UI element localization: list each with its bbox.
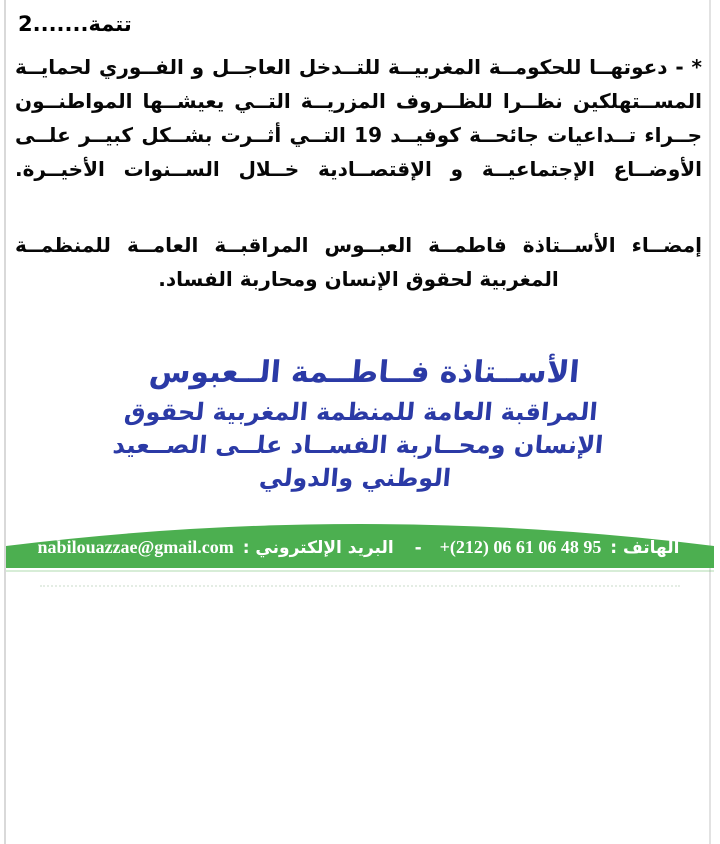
email-address: nabilouazzae@gmail.com <box>37 537 234 557</box>
footer-band-shadow <box>6 570 714 572</box>
paragraph-line: المســتهلكين نظــرا للظــروف المزريــة التــي يعيشــها المواطنــون <box>15 89 702 113</box>
scan-edge-left <box>4 0 6 844</box>
paragraph-line: الأوضــاع الإجتماعيــة و الإقتصــادية خــلال الســنوات الأخيــرة. <box>15 157 702 181</box>
phone-number: +(212) 06 61 06 48 95 <box>439 537 602 557</box>
paragraph-line: المغربية لحقوق الإنسان ومحاربة الفساد. <box>158 267 559 291</box>
phone-label: الهاتف : <box>610 538 680 558</box>
continuation-page-label: تتمة.......2 <box>18 12 132 36</box>
signature-stamp-block <box>54 350 667 495</box>
paragraph-signature-note <box>15 228 702 296</box>
signature-title-line: الوطني والدولي <box>258 464 453 492</box>
paragraph-line: جــراء تــداعيات جائحــة كوفيــد 19 التــي أثــرت بشــكل كبيــر علــى <box>15 123 702 147</box>
scan-noise-artifact <box>40 585 680 587</box>
scan-edge-right <box>709 0 711 844</box>
signature-title-line: المراقبة العامة للمنظمة المغربية لحقوق <box>123 398 599 426</box>
paragraph-line: * - دعوتهــا للحكومــة المغربيــة للتــدخل العاجــل و الفــوري لحمايــة <box>15 55 702 79</box>
footer-contact-bar <box>20 537 700 558</box>
signature-name-line: الأســتاذة فــاطــمة الــعبوس <box>147 355 581 390</box>
footer-separator: - <box>414 538 422 558</box>
signature-title-line: الإنسان ومحــاربة الفســاد علــى الصــعيد <box>111 431 605 459</box>
paragraph-line: إمضــاء الأســتاذة فاطمــة العبــوس المراقبــة العامــة للمنظمــة <box>15 233 702 257</box>
paragraph-government-call <box>15 50 702 186</box>
email-label: البريد الإلكتروني : <box>242 538 394 558</box>
